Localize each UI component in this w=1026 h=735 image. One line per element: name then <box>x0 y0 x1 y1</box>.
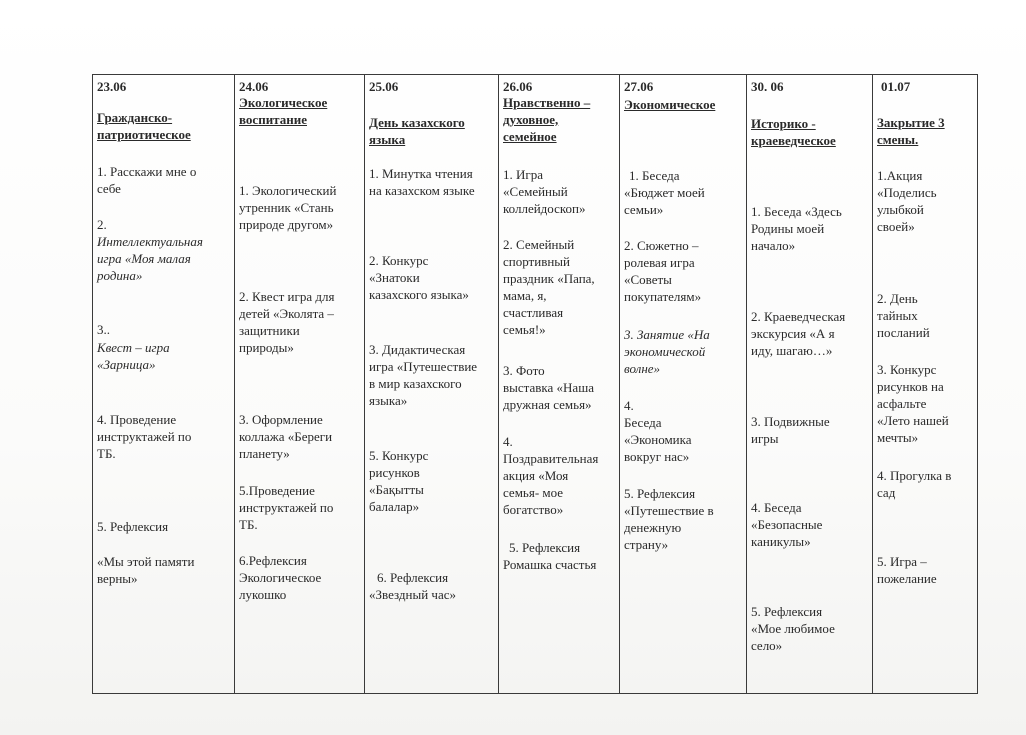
column-theme: Нравственно – духовное, семейное <box>503 95 591 144</box>
column-theme: Гражданско- патриотическое <box>97 110 191 142</box>
activity-item: 1. Расскажи мне о себе <box>97 164 197 196</box>
activity-item: 5. Рефлексия «Мое любимое село» <box>751 604 835 653</box>
column-theme: День казахского языка <box>369 115 465 147</box>
activity-item: 5. Игра – пожелание <box>877 554 937 586</box>
activity-item: 2. Конкурс «Знатоки казахского языка» <box>369 253 469 302</box>
column-theme: Историко - краеведческое <box>751 116 836 148</box>
activity-item: 2. День тайных посланий <box>877 291 930 340</box>
activity-item: 1. Экологический утренник «Стань природе другом» <box>239 183 337 232</box>
column-theme: Экологическое воспитание <box>239 95 328 127</box>
activity-item: 1. Беседа <box>629 168 680 183</box>
column-date: 27.06 <box>624 79 654 94</box>
activity-item: 1.Акция «Поделись улыбкой своей» <box>877 168 937 234</box>
day-column-01-07 <box>873 75 979 693</box>
activity-item: «Звездный час» <box>369 587 456 602</box>
activity-item: 3.. <box>97 322 110 337</box>
day-column-24-06 <box>235 75 365 693</box>
day-column-26-06 <box>499 75 620 693</box>
activity-item: 5. Рефлексия <box>509 540 581 555</box>
activity-item: 3. Занятие «На экономической волне» <box>624 327 710 376</box>
activity-item: 1. Минутка чтения на казахском языке <box>369 166 475 198</box>
activity-item: 4. Беседа «Безопасные каникулы» <box>751 500 823 549</box>
activity-item: 3. Оформление коллажа «Береги планету» <box>239 412 333 461</box>
activity-item: 2. Квест игра для детей «Эколята – защитники природы» <box>239 289 335 355</box>
column-theme: Экономическое <box>624 97 716 112</box>
activity-item: 5. Конкурс рисунков «Бақытты балалар» <box>369 448 429 514</box>
activity-item: 5.Проведение инструктажей по ТБ. <box>239 483 334 532</box>
activity-item: Интеллектуальная игра «Моя малая родина» <box>97 234 203 283</box>
activity-item: «Бюджет моей семьи» <box>624 185 705 217</box>
column-date: 24.06 <box>239 79 269 94</box>
activity-item: 5. Рефлексия <box>97 519 169 534</box>
activity-item: 6. Рефлексия <box>377 570 449 585</box>
activity-item: 2. Семейный спортивный праздник «Папа, мама, я, счастливая семья!» <box>503 237 595 337</box>
column-date: 26.06 <box>503 79 533 94</box>
activity-item: 3. Дидактическая игра «Путешествие в мир казахского языка» <box>369 342 478 408</box>
schedule-table <box>92 74 978 694</box>
activity-item: 4. Беседа «Экономика вокруг нас» <box>624 398 692 464</box>
activity-item: 4. Поздравительная акция «Моя семья- мое богатство» <box>503 434 599 517</box>
column-date: 30. 06 <box>751 79 784 94</box>
column-date: 23.06 <box>97 79 127 94</box>
day-column-27-06 <box>620 75 747 693</box>
activity-item: 4. Прогулка в сад <box>877 468 952 500</box>
activity-item: 2. Краеведческая экскурсия «А я иду, шагаю…» <box>751 309 846 358</box>
day-column-30-06 <box>747 75 873 693</box>
activity-item: 3. Конкурс рисунков на асфальте «Лето нашей мечты» <box>877 362 949 445</box>
activity-item: 3. Подвижные игры <box>751 414 830 446</box>
activity-item: 4. Проведение инструктажей по ТБ. <box>97 412 192 461</box>
column-date: 25.06 <box>369 79 399 94</box>
activity-item: 6.Рефлексия Экологическое лукошко <box>239 553 322 602</box>
activity-item: 3. Фото выставка «Наша дружная семья» <box>503 363 594 412</box>
activity-item: 2. <box>97 217 107 232</box>
activity-item: 1. Беседа «Здесь Родины моей начало» <box>751 204 842 253</box>
activity-item: 2. Сюжетно – ролевая игра «Советы покупателям» <box>624 238 702 304</box>
activity-item: 1. Игра «Семейный коллейдоскоп» <box>503 167 586 216</box>
column-date: 01.07 <box>881 79 911 94</box>
day-column-25-06 <box>365 75 499 693</box>
activity-item: 5. Рефлексия «Путешествие в денежную страну» <box>624 486 714 552</box>
day-column-23-06 <box>93 75 235 693</box>
column-theme: Закрытие 3 смены. <box>877 115 945 147</box>
activity-item: Квест – игра «Зарница» <box>97 340 170 372</box>
activity-item: «Мы этой памяти верны» <box>97 554 195 586</box>
activity-item: Ромашка счастья <box>503 557 597 572</box>
